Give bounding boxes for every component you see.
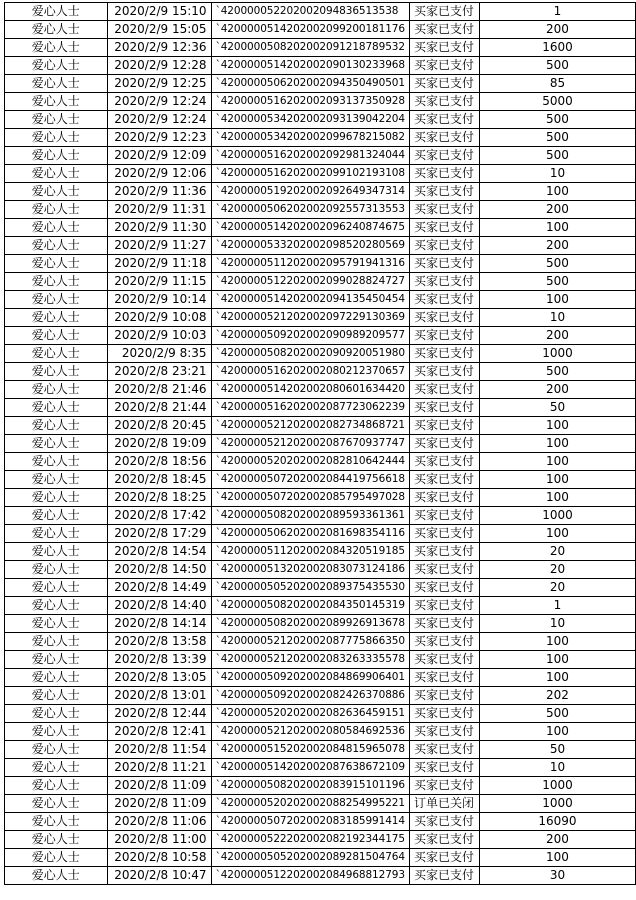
donor-name-cell: 爱心人士 [5, 597, 108, 615]
table-row [5, 111, 636, 129]
table-row [5, 327, 636, 345]
amount-cell: 1000 [479, 345, 635, 363]
order-status-cell: 买家已支付 [409, 867, 479, 885]
payment-time-cell: 2020/2/9 10:08 [107, 309, 211, 327]
amount-cell: 500 [479, 255, 635, 273]
order-number-cell: `4200000514202002087638672109 [211, 759, 409, 777]
donor-name-cell: 爱心人士 [5, 543, 108, 561]
order-status-cell: 买家已支付 [409, 471, 479, 489]
order-number-cell: `4200000534202002093139042204 [211, 111, 409, 129]
payment-time-cell: 2020/2/8 12:44 [107, 705, 211, 723]
donor-name-cell: 爱心人士 [5, 867, 108, 885]
order-number-cell: `4200000506202002092557313553 [211, 201, 409, 219]
payment-time-cell: 2020/2/9 10:03 [107, 327, 211, 345]
donor-name-cell: 爱心人士 [5, 255, 108, 273]
order-status-cell: 买家已支付 [409, 705, 479, 723]
amount-cell: 500 [479, 363, 635, 381]
payment-time-cell: 2020/2/9 15:10 [107, 3, 211, 21]
table-row [5, 579, 636, 597]
amount-cell: 500 [479, 147, 635, 165]
payment-time-cell: 2020/2/8 11:09 [107, 795, 211, 813]
donor-name-cell: 爱心人士 [5, 39, 108, 57]
table-row [5, 813, 636, 831]
amount-cell: 10 [479, 309, 635, 327]
amount-cell: 500 [479, 129, 635, 147]
payment-time-cell: 2020/2/9 12:09 [107, 147, 211, 165]
payment-time-cell: 2020/2/8 14:49 [107, 579, 211, 597]
payment-time-cell: 2020/2/8 19:09 [107, 435, 211, 453]
amount-cell: 100 [479, 489, 635, 507]
donor-name-cell: 爱心人士 [5, 579, 108, 597]
payment-time-cell: 2020/2/8 12:41 [107, 723, 211, 741]
order-status-cell: 买家已支付 [409, 345, 479, 363]
order-status-cell: 买家已支付 [409, 3, 479, 21]
order-status-cell: 买家已支付 [409, 201, 479, 219]
donor-name-cell: 爱心人士 [5, 813, 108, 831]
donor-name-cell: 爱心人士 [5, 615, 108, 633]
order-number-cell: `4200000521202002097229130369 [211, 309, 409, 327]
table-row [5, 849, 636, 867]
order-status-cell: 买家已支付 [409, 633, 479, 651]
table-row [5, 255, 636, 273]
donation-table [4, 2, 636, 885]
table-row [5, 561, 636, 579]
order-status-cell: 买家已支付 [409, 93, 479, 111]
payment-time-cell: 2020/2/8 23:21 [107, 363, 211, 381]
amount-cell: 100 [479, 291, 635, 309]
donor-name-cell: 爱心人士 [5, 435, 108, 453]
order-number-cell: `4200000522202002082192344175 [211, 831, 409, 849]
donor-name-cell: 爱心人士 [5, 183, 108, 201]
donor-name-cell: 爱心人士 [5, 507, 108, 525]
payment-time-cell: 2020/2/9 11:31 [107, 201, 211, 219]
table-row [5, 489, 636, 507]
order-status-cell: 买家已支付 [409, 741, 479, 759]
order-status-cell: 买家已支付 [409, 327, 479, 345]
order-status-cell: 买家已支付 [409, 507, 479, 525]
donor-name-cell: 爱心人士 [5, 363, 108, 381]
order-status-cell: 买家已支付 [409, 57, 479, 75]
table-row [5, 147, 636, 165]
table-row [5, 93, 636, 111]
order-number-cell: `4200000521202002082734868721 [211, 417, 409, 435]
donor-name-cell: 爱心人士 [5, 795, 108, 813]
donor-name-cell: 爱心人士 [5, 21, 108, 39]
table-row [5, 417, 636, 435]
order-number-cell: `4200000506202002081698354116 [211, 525, 409, 543]
order-number-cell: `4200000508202002089593361361 [211, 507, 409, 525]
table-row [5, 183, 636, 201]
order-number-cell: `4200000505202002089375435530 [211, 579, 409, 597]
amount-cell: 500 [479, 57, 635, 75]
table-row [5, 39, 636, 57]
order-status-cell: 买家已支付 [409, 183, 479, 201]
order-status-cell: 买家已支付 [409, 75, 479, 93]
donor-name-cell: 爱心人士 [5, 561, 108, 579]
table-row [5, 651, 636, 669]
payment-time-cell: 2020/2/9 15:05 [107, 21, 211, 39]
order-number-cell: `4200000508202002084350145319 [211, 597, 409, 615]
order-number-cell: `4200000521202002080584692536 [211, 723, 409, 741]
payment-time-cell: 2020/2/9 12:06 [107, 165, 211, 183]
order-number-cell: `4200000514202002080601634420 [211, 381, 409, 399]
order-status-cell: 买家已支付 [409, 21, 479, 39]
order-status-cell: 订单已关闭 [409, 795, 479, 813]
donation-table-body [5, 3, 636, 885]
donor-name-cell: 爱心人士 [5, 147, 108, 165]
order-status-cell: 买家已支付 [409, 273, 479, 291]
donor-name-cell: 爱心人士 [5, 705, 108, 723]
amount-cell: 50 [479, 399, 635, 417]
order-status-cell: 买家已支付 [409, 813, 479, 831]
donor-name-cell: 爱心人士 [5, 93, 108, 111]
amount-cell: 200 [479, 327, 635, 345]
amount-cell: 202 [479, 687, 635, 705]
table-row [5, 795, 636, 813]
payment-time-cell: 2020/2/8 21:46 [107, 381, 211, 399]
amount-cell: 1000 [479, 507, 635, 525]
order-number-cell: `4200000509202002082426370886 [211, 687, 409, 705]
table-row [5, 237, 636, 255]
donor-name-cell: 爱心人士 [5, 687, 108, 705]
donor-name-cell: 爱心人士 [5, 453, 108, 471]
order-status-cell: 买家已支付 [409, 687, 479, 705]
donor-name-cell: 爱心人士 [5, 525, 108, 543]
donor-name-cell: 爱心人士 [5, 129, 108, 147]
order-number-cell: `4200000507202002083185991414 [211, 813, 409, 831]
amount-cell: 100 [479, 525, 635, 543]
amount-cell: 500 [479, 111, 635, 129]
payment-time-cell: 2020/2/8 13:58 [107, 633, 211, 651]
donor-name-cell: 爱心人士 [5, 669, 108, 687]
table-row [5, 471, 636, 489]
amount-cell: 100 [479, 453, 635, 471]
order-status-cell: 买家已支付 [409, 219, 479, 237]
order-status-cell: 买家已支付 [409, 237, 479, 255]
order-number-cell: `4200000516202002092981324044 [211, 147, 409, 165]
order-status-cell: 买家已支付 [409, 435, 479, 453]
donor-name-cell: 爱心人士 [5, 273, 108, 291]
payment-time-cell: 2020/2/8 14:14 [107, 615, 211, 633]
order-number-cell: `4200000520202002082810642444 [211, 453, 409, 471]
amount-cell: 10 [479, 759, 635, 777]
order-number-cell: `4200000534202002099678215082 [211, 129, 409, 147]
donor-name-cell: 爱心人士 [5, 165, 108, 183]
donor-name-cell: 爱心人士 [5, 75, 108, 93]
amount-cell: 100 [479, 183, 635, 201]
table-row [5, 3, 636, 21]
table-row [5, 399, 636, 417]
table-row [5, 291, 636, 309]
order-status-cell: 买家已支付 [409, 129, 479, 147]
table-row [5, 705, 636, 723]
table-row [5, 867, 636, 885]
table-row [5, 201, 636, 219]
payment-time-cell: 2020/2/8 13:01 [107, 687, 211, 705]
donor-name-cell: 爱心人士 [5, 489, 108, 507]
table-row [5, 525, 636, 543]
payment-time-cell: 2020/2/8 14:50 [107, 561, 211, 579]
amount-cell: 200 [479, 831, 635, 849]
table-row [5, 75, 636, 93]
donor-name-cell: 爱心人士 [5, 831, 108, 849]
amount-cell: 200 [479, 381, 635, 399]
order-status-cell: 买家已支付 [409, 111, 479, 129]
order-number-cell: `4200000509202002084869906401 [211, 669, 409, 687]
amount-cell: 50 [479, 741, 635, 759]
order-number-cell: `4200000512202002099028824727 [211, 273, 409, 291]
amount-cell: 85 [479, 75, 635, 93]
amount-cell: 16090 [479, 813, 635, 831]
order-number-cell: `4200000513202002083073124186 [211, 561, 409, 579]
order-number-cell: `4200000511202002084320519185 [211, 543, 409, 561]
donor-name-cell: 爱心人士 [5, 327, 108, 345]
order-status-cell: 买家已支付 [409, 525, 479, 543]
order-status-cell: 买家已支付 [409, 453, 479, 471]
donor-name-cell: 爱心人士 [5, 633, 108, 651]
order-number-cell: `4200000521202002087775866350 [211, 633, 409, 651]
order-status-cell: 买家已支付 [409, 723, 479, 741]
order-number-cell: `4200000515202002084815965078 [211, 741, 409, 759]
table-row [5, 453, 636, 471]
table-row [5, 507, 636, 525]
order-status-cell: 买家已支付 [409, 831, 479, 849]
amount-cell: 100 [479, 669, 635, 687]
amount-cell: 20 [479, 543, 635, 561]
payment-time-cell: 2020/2/9 12:25 [107, 75, 211, 93]
table-row [5, 219, 636, 237]
order-number-cell: `4200000505202002089281504764 [211, 849, 409, 867]
order-number-cell: `4200000521202002087670937747 [211, 435, 409, 453]
amount-cell: 1 [479, 3, 635, 21]
donor-name-cell: 爱心人士 [5, 381, 108, 399]
amount-cell: 5000 [479, 93, 635, 111]
order-status-cell: 买家已支付 [409, 291, 479, 309]
payment-time-cell: 2020/2/8 11:21 [107, 759, 211, 777]
payment-time-cell: 2020/2/9 10:14 [107, 291, 211, 309]
payment-time-cell: 2020/2/9 11:30 [107, 219, 211, 237]
table-row [5, 363, 636, 381]
donor-name-cell: 爱心人士 [5, 777, 108, 795]
order-number-cell: `4200000508202002090920051980 [211, 345, 409, 363]
amount-cell: 100 [479, 435, 635, 453]
amount-cell: 20 [479, 579, 635, 597]
amount-cell: 100 [479, 219, 635, 237]
order-number-cell: `4200000514202002094135450454 [211, 291, 409, 309]
amount-cell: 20 [479, 561, 635, 579]
order-number-cell: `4200000516202002093137350928 [211, 93, 409, 111]
table-row [5, 345, 636, 363]
table-row [5, 543, 636, 561]
order-status-cell: 买家已支付 [409, 381, 479, 399]
order-status-cell: 买家已支付 [409, 255, 479, 273]
order-number-cell: `4200000521202002083263335578 [211, 651, 409, 669]
payment-time-cell: 2020/2/8 14:54 [107, 543, 211, 561]
order-number-cell: `4200000516202002099102193108 [211, 165, 409, 183]
table-row [5, 831, 636, 849]
order-status-cell: 买家已支付 [409, 759, 479, 777]
payment-time-cell: 2020/2/8 17:42 [107, 507, 211, 525]
table-row [5, 669, 636, 687]
order-number-cell: `4200000520202002082636459151 [211, 705, 409, 723]
payment-time-cell: 2020/2/8 18:56 [107, 453, 211, 471]
table-row [5, 777, 636, 795]
payment-time-cell: 2020/2/9 12:36 [107, 39, 211, 57]
amount-cell: 1 [479, 597, 635, 615]
order-status-cell: 买家已支付 [409, 651, 479, 669]
table-row [5, 723, 636, 741]
amount-cell: 100 [479, 417, 635, 435]
order-number-cell: `4200000506202002094350490501 [211, 75, 409, 93]
table-row [5, 273, 636, 291]
table-row [5, 615, 636, 633]
payment-time-cell: 2020/2/8 10:47 [107, 867, 211, 885]
payment-time-cell: 2020/2/8 11:54 [107, 741, 211, 759]
order-status-cell: 买家已支付 [409, 363, 479, 381]
donor-name-cell: 爱心人士 [5, 849, 108, 867]
amount-cell: 100 [479, 633, 635, 651]
donor-name-cell: 爱心人士 [5, 345, 108, 363]
order-number-cell: `4200000508202002091218789532 [211, 39, 409, 57]
order-number-cell: `4200000516202002080212370657 [211, 363, 409, 381]
payment-time-cell: 2020/2/9 11:15 [107, 273, 211, 291]
amount-cell: 200 [479, 237, 635, 255]
donor-name-cell: 爱心人士 [5, 309, 108, 327]
table-row [5, 381, 636, 399]
payment-time-cell: 2020/2/9 12:28 [107, 57, 211, 75]
donor-name-cell: 爱心人士 [5, 3, 108, 21]
order-status-cell: 买家已支付 [409, 579, 479, 597]
table-row [5, 57, 636, 75]
payment-time-cell: 2020/2/9 11:36 [107, 183, 211, 201]
amount-cell: 10 [479, 165, 635, 183]
payment-time-cell: 2020/2/8 13:39 [107, 651, 211, 669]
table-row [5, 309, 636, 327]
payment-time-cell: 2020/2/8 18:45 [107, 471, 211, 489]
amount-cell: 1600 [479, 39, 635, 57]
order-status-cell: 买家已支付 [409, 561, 479, 579]
donor-name-cell: 爱心人士 [5, 399, 108, 417]
table-row [5, 633, 636, 651]
table-row [5, 21, 636, 39]
payment-time-cell: 2020/2/8 10:58 [107, 849, 211, 867]
order-status-cell: 买家已支付 [409, 489, 479, 507]
table-row [5, 597, 636, 615]
order-status-cell: 买家已支付 [409, 417, 479, 435]
donor-name-cell: 爱心人士 [5, 237, 108, 255]
payment-time-cell: 2020/2/8 17:29 [107, 525, 211, 543]
order-status-cell: 买家已支付 [409, 597, 479, 615]
donor-name-cell: 爱心人士 [5, 201, 108, 219]
payment-time-cell: 2020/2/8 13:05 [107, 669, 211, 687]
order-number-cell: `4200000533202002098520280569 [211, 237, 409, 255]
order-number-cell: `4200000514202002096240874675 [211, 219, 409, 237]
order-number-cell: `4200000514202002090130233968 [211, 57, 409, 75]
table-row [5, 129, 636, 147]
donor-name-cell: 爱心人士 [5, 111, 108, 129]
amount-cell: 200 [479, 21, 635, 39]
order-status-cell: 买家已支付 [409, 669, 479, 687]
order-number-cell: `4200000512202002084968812793 [211, 867, 409, 885]
payment-time-cell: 2020/2/8 21:44 [107, 399, 211, 417]
order-status-cell: 买家已支付 [409, 543, 479, 561]
amount-cell: 100 [479, 849, 635, 867]
payment-time-cell: 2020/2/9 11:18 [107, 255, 211, 273]
order-number-cell: `4200000507202002084419756618 [211, 471, 409, 489]
order-number-cell: `4200000520202002088254995221 [211, 795, 409, 813]
order-number-cell: `4200000519202002092649347314 [211, 183, 409, 201]
payment-time-cell: 2020/2/9 12:23 [107, 129, 211, 147]
payment-time-cell: 2020/2/9 12:24 [107, 93, 211, 111]
payment-time-cell: 2020/2/9 8:35 [107, 345, 211, 363]
order-number-cell: `4200000516202002087723062239 [211, 399, 409, 417]
amount-cell: 200 [479, 201, 635, 219]
donor-name-cell: 爱心人士 [5, 471, 108, 489]
payment-time-cell: 2020/2/9 11:27 [107, 237, 211, 255]
order-status-cell: 买家已支付 [409, 615, 479, 633]
order-number-cell: `4200000508202002083915101196 [211, 777, 409, 795]
payment-time-cell: 2020/2/8 11:06 [107, 813, 211, 831]
donor-name-cell: 爱心人士 [5, 219, 108, 237]
donor-name-cell: 爱心人士 [5, 291, 108, 309]
donor-name-cell: 爱心人士 [5, 741, 108, 759]
payment-time-cell: 2020/2/8 20:45 [107, 417, 211, 435]
table-row [5, 687, 636, 705]
order-number-cell: `4200000509202002090989209577 [211, 327, 409, 345]
order-status-cell: 买家已支付 [409, 309, 479, 327]
amount-cell: 30 [479, 867, 635, 885]
order-number-cell: `4200000511202002095791941316 [211, 255, 409, 273]
donor-name-cell: 爱心人士 [5, 723, 108, 741]
order-number-cell: `4200000507202002085795497028 [211, 489, 409, 507]
order-status-cell: 买家已支付 [409, 777, 479, 795]
amount-cell: 100 [479, 471, 635, 489]
order-status-cell: 买家已支付 [409, 399, 479, 417]
donor-name-cell: 爱心人士 [5, 417, 108, 435]
order-status-cell: 买家已支付 [409, 165, 479, 183]
donor-name-cell: 爱心人士 [5, 651, 108, 669]
amount-cell: 100 [479, 723, 635, 741]
amount-cell: 100 [479, 651, 635, 669]
order-status-cell: 买家已支付 [409, 849, 479, 867]
order-number-cell: `420000052202002094836513538 [211, 3, 409, 21]
payment-time-cell: 2020/2/8 11:09 [107, 777, 211, 795]
table-row [5, 165, 636, 183]
payment-time-cell: 2020/2/8 14:40 [107, 597, 211, 615]
payment-time-cell: 2020/2/8 18:25 [107, 489, 211, 507]
order-status-cell: 买家已支付 [409, 147, 479, 165]
order-number-cell: `4200000508202002089926913678 [211, 615, 409, 633]
amount-cell: 10 [479, 615, 635, 633]
donor-name-cell: 爱心人士 [5, 759, 108, 777]
payment-time-cell: 2020/2/8 11:00 [107, 831, 211, 849]
order-number-cell: `4200000514202002099200181176 [211, 21, 409, 39]
table-row [5, 741, 636, 759]
payment-time-cell: 2020/2/9 12:24 [107, 111, 211, 129]
amount-cell: 500 [479, 705, 635, 723]
table-row [5, 435, 636, 453]
amount-cell: 1000 [479, 777, 635, 795]
amount-cell: 500 [479, 273, 635, 291]
donor-name-cell: 爱心人士 [5, 57, 108, 75]
amount-cell: 1000 [479, 795, 635, 813]
order-status-cell: 买家已支付 [409, 39, 479, 57]
table-row [5, 759, 636, 777]
